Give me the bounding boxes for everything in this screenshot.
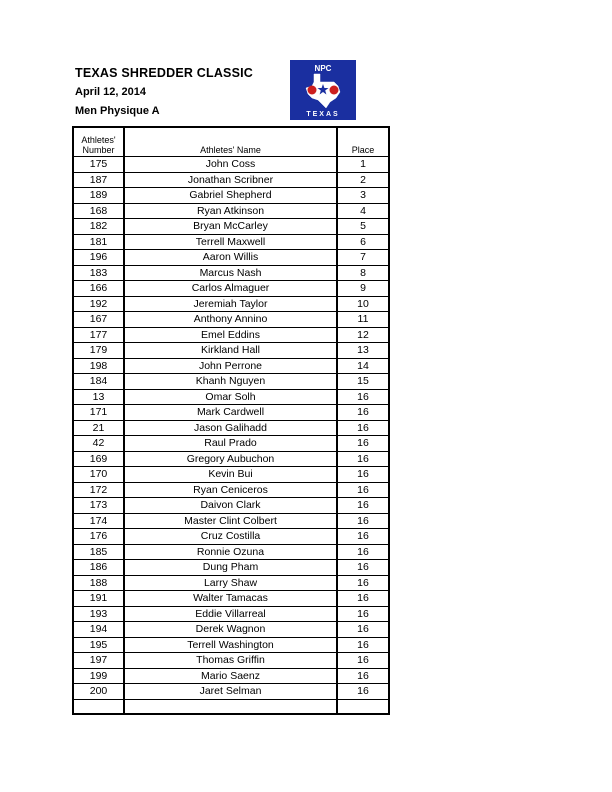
table-row <box>73 529 389 545</box>
place-cell: 4 <box>337 203 389 219</box>
table-row <box>73 668 389 684</box>
athlete-name-cell: Dung Pham <box>124 560 337 576</box>
place-cell: 16 <box>337 482 389 498</box>
place-cell: 16 <box>337 498 389 514</box>
table-row <box>73 374 389 390</box>
header-number: Athletes' Number <box>81 135 116 155</box>
athlete-name-cell: Jonathan Scribner <box>124 172 337 188</box>
athlete-number-cell: 173 <box>89 499 108 512</box>
athlete-name-cell: Ryan Ceniceros <box>124 482 337 498</box>
table-row <box>73 513 389 529</box>
division-title: Men Physique A <box>75 105 160 117</box>
athlete-name-cell: Walter Tamacas <box>124 591 337 607</box>
table-header-row <box>73 127 389 157</box>
table-row <box>73 327 389 343</box>
place-cell: 5 <box>337 219 389 235</box>
place-cell: 16 <box>337 606 389 622</box>
table-row <box>73 467 389 483</box>
athlete-name-cell: Eddie Villarreal <box>124 606 337 622</box>
athlete-name-cell: Kirkland Hall <box>124 343 337 359</box>
boxing-glove-left-icon <box>308 86 317 95</box>
athlete-number-cell: 181 <box>89 235 108 248</box>
place-cell: 13 <box>337 343 389 359</box>
athlete-number-cell: 176 <box>89 530 108 543</box>
place-cell: 16 <box>337 529 389 545</box>
place-cell: 6 <box>337 234 389 250</box>
athlete-number-cell: 191 <box>89 592 108 605</box>
place-cell: 14 <box>337 358 389 374</box>
table-row <box>73 188 389 204</box>
athlete-name-cell: Derek Wagnon <box>124 622 337 638</box>
blank-row <box>73 699 389 714</box>
athlete-number-cell: 196 <box>89 251 108 264</box>
athlete-number-cell: 179 <box>89 344 108 357</box>
logo-text-bottom: TEXAS <box>306 111 340 118</box>
table-row <box>73 420 389 436</box>
table-row <box>73 653 389 669</box>
athlete-name-cell: Khanh Nguyen <box>124 374 337 390</box>
logo-text-top: NPC <box>314 64 332 73</box>
athlete-name-cell: John Perrone <box>124 358 337 374</box>
place-cell: 3 <box>337 188 389 204</box>
place-cell: 16 <box>337 560 389 576</box>
table-row <box>73 575 389 591</box>
npc-texas-logo <box>290 60 356 120</box>
athlete-name-cell: Larry Shaw <box>124 575 337 591</box>
blank-cell <box>124 699 337 714</box>
athlete-number-cell: 183 <box>89 266 108 279</box>
table-row <box>73 157 389 173</box>
place-cell: 16 <box>337 544 389 560</box>
place-cell: 16 <box>337 467 389 483</box>
table-row <box>73 591 389 607</box>
table-row <box>73 219 389 235</box>
place-cell: 16 <box>337 684 389 700</box>
place-cell: 16 <box>337 653 389 669</box>
athlete-number-cell: 184 <box>89 375 108 388</box>
table-row <box>73 358 389 374</box>
place-cell: 7 <box>337 250 389 266</box>
athlete-number-cell: 182 <box>89 220 108 233</box>
athlete-name-cell: Kevin Bui <box>124 467 337 483</box>
athlete-name-cell: Jason Galihadd <box>124 420 337 436</box>
table-row <box>73 560 389 576</box>
table-row <box>73 405 389 421</box>
place-cell: 16 <box>337 389 389 405</box>
page-title: TEXAS SHREDDER CLASSIC <box>75 66 254 80</box>
athlete-number-cell: 175 <box>89 158 108 171</box>
place-cell: 16 <box>337 513 389 529</box>
athlete-name-cell: Ryan Atkinson <box>124 203 337 219</box>
athlete-name-cell: Master Clint Colbert <box>124 513 337 529</box>
athlete-number-cell: 187 <box>89 173 108 186</box>
place-cell: 2 <box>337 172 389 188</box>
athlete-number-cell: 167 <box>89 313 108 326</box>
athlete-name-cell: Ronnie Ozuna <box>124 544 337 560</box>
athlete-name-cell: Bryan McCarley <box>124 219 337 235</box>
blank-cell <box>337 699 389 714</box>
athlete-name-cell: Omar Solh <box>124 389 337 405</box>
athlete-name-cell: Jaret Selman <box>124 684 337 700</box>
place-cell: 16 <box>337 668 389 684</box>
event-date: April 12, 2014 <box>75 86 146 98</box>
athlete-number-cell: 13 <box>92 390 105 403</box>
athlete-name-cell: Carlos Almaguer <box>124 281 337 297</box>
athlete-number-cell: 166 <box>89 282 108 295</box>
athlete-name-cell: Marcus Nash <box>124 265 337 281</box>
athlete-number-cell: 194 <box>89 623 108 636</box>
athlete-number-cell: 172 <box>89 483 108 496</box>
table-row <box>73 281 389 297</box>
athlete-name-cell: Anthony Annino <box>124 312 337 328</box>
table-row <box>73 312 389 328</box>
athlete-name-cell: Mario Saenz <box>124 668 337 684</box>
athlete-number-cell: 195 <box>89 638 108 651</box>
athlete-name-cell: Gregory Aubuchon <box>124 451 337 467</box>
athlete-name-cell: Aaron Willis <box>124 250 337 266</box>
athlete-number-cell: 177 <box>89 328 108 341</box>
athlete-number-cell: 185 <box>89 545 108 558</box>
athlete-name-cell: Gabriel Shepherd <box>124 188 337 204</box>
place-cell: 16 <box>337 436 389 452</box>
table-row <box>73 637 389 653</box>
athlete-name-cell: Thomas Griffin <box>124 653 337 669</box>
place-cell: 16 <box>337 451 389 467</box>
athlete-number-cell: 186 <box>89 561 108 574</box>
athlete-name-cell: Raul Prado <box>124 436 337 452</box>
place-cell: 16 <box>337 591 389 607</box>
athlete-number-cell: 189 <box>89 189 108 202</box>
athlete-name-cell: Emel Eddins <box>124 327 337 343</box>
athlete-number-cell: 192 <box>89 297 108 310</box>
place-cell: 12 <box>337 327 389 343</box>
place-cell: 16 <box>337 405 389 421</box>
header-name: Athletes' Name <box>124 127 337 157</box>
athlete-number-cell: 21 <box>92 421 105 434</box>
athlete-number-cell: 200 <box>89 685 108 698</box>
place-cell: 16 <box>337 575 389 591</box>
table-row <box>73 622 389 638</box>
athlete-number-cell: 188 <box>89 576 108 589</box>
athlete-number-cell: 168 <box>89 204 108 217</box>
place-cell: 8 <box>337 265 389 281</box>
table-row <box>73 482 389 498</box>
table-row <box>73 296 389 312</box>
place-cell: 11 <box>337 312 389 328</box>
place-cell: 10 <box>337 296 389 312</box>
place-cell: 1 <box>337 157 389 173</box>
blank-cell <box>73 699 124 714</box>
table-row <box>73 172 389 188</box>
table-row <box>73 606 389 622</box>
athlete-number-cell: 174 <box>89 514 108 527</box>
results-table <box>72 126 390 715</box>
table-row <box>73 436 389 452</box>
athlete-name-cell: Mark Cardwell <box>124 405 337 421</box>
place-cell: 16 <box>337 622 389 638</box>
athlete-number-cell: 198 <box>89 359 108 372</box>
table-row <box>73 544 389 560</box>
table-row <box>73 343 389 359</box>
table-row <box>73 684 389 700</box>
athlete-name-cell: John Coss <box>124 157 337 173</box>
athlete-number-cell: 42 <box>92 437 105 450</box>
table-row <box>73 451 389 467</box>
table-row <box>73 203 389 219</box>
athlete-number-cell: 169 <box>89 452 108 465</box>
table-row <box>73 234 389 250</box>
athlete-number-cell: 197 <box>89 654 108 667</box>
place-cell: 15 <box>337 374 389 390</box>
athlete-number-cell: 199 <box>89 669 108 682</box>
header-place: Place <box>337 127 389 157</box>
table-row <box>73 265 389 281</box>
table-row <box>73 250 389 266</box>
boxing-glove-right-icon <box>330 86 339 95</box>
athlete-name-cell: Terrell Washington <box>124 637 337 653</box>
place-cell: 16 <box>337 420 389 436</box>
place-cell: 9 <box>337 281 389 297</box>
table-row <box>73 498 389 514</box>
place-cell: 16 <box>337 637 389 653</box>
athlete-name-cell: Jeremiah Taylor <box>124 296 337 312</box>
athlete-number-cell: 193 <box>89 607 108 620</box>
athlete-name-cell: Daivon Clark <box>124 498 337 514</box>
table-row <box>73 389 389 405</box>
athlete-name-cell: Cruz Costilla <box>124 529 337 545</box>
athlete-name-cell: Terrell Maxwell <box>124 234 337 250</box>
athlete-number-cell: 171 <box>89 406 108 419</box>
athlete-number-cell: 170 <box>89 468 108 481</box>
